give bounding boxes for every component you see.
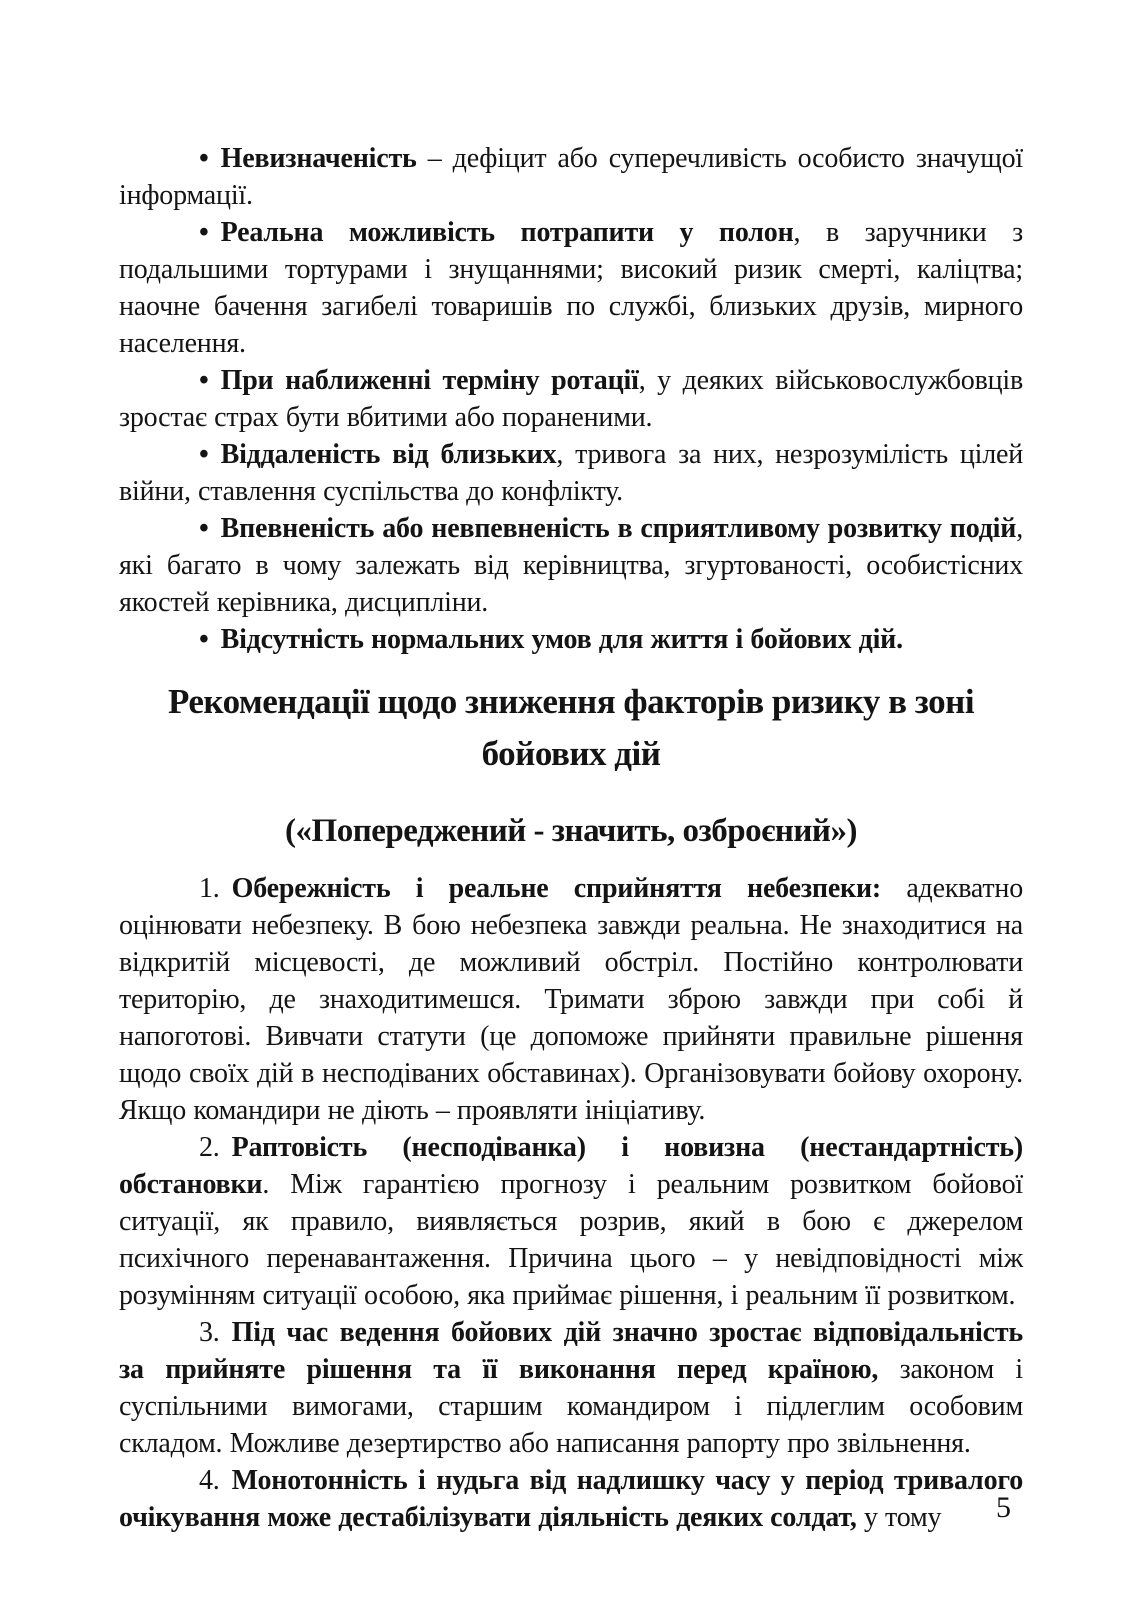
text-segment: у тому (856, 1502, 942, 1533)
page-number: 5 (996, 1491, 1011, 1524)
numbered-paragraph (119, 1129, 1023, 1314)
text-segment: – дефіцит або суперечливість особисто значущої інформації. (119, 143, 1023, 211)
bullet-item (119, 140, 1023, 214)
bold-text-segment: При наближенні терміну ротації (220, 365, 639, 396)
section-heading: Рекомендації щодо зниження факторів ризику в зоні бойових дій (167, 682, 975, 773)
text-segment: . Між гарантією прогнозу і реальним розвитком бойової ситуації, як правило, виявляється розрив, який в бою є джерелом психічного перенавантаження. Причина цього – у невідповідності між розумінням ситуації особою, яка приймає рішення, і реальним її розвитком. (119, 1169, 1023, 1311)
bold-text-segment: Раптовість (несподіванка) і новизна (нестандартність) обстановки (119, 1132, 1023, 1200)
bold-text-segment: Обережність і реальне сприйняття небезпеки: (231, 873, 882, 904)
bold-text-segment: Впевненість або невпевненість в сприятливому розвитку подій (220, 513, 1017, 544)
bold-text-segment: Під час ведення бойових дій значно зростає відповідальність за прийняте рішення та її виконання перед країною, (119, 1317, 1023, 1385)
text-segment: , тривога за них, незрозумілість цілей війни, ставлення суспільства до конфлікту. (119, 439, 1023, 507)
bullet-item (119, 214, 1023, 362)
bullet-marker-icon: • (199, 439, 209, 470)
paragraph-number: 4. (199, 1465, 220, 1496)
text-segment: , в заручники з подальшими тортурами і знущаннями; високий ризик смерті, каліцтва; наочне бачення загибелі товаришів по службі, близьких друзів, мирного населення. (119, 217, 1023, 359)
numbered-paragraph (119, 1314, 1023, 1462)
section-subheading: («Попереджений - значить, озброєний») (285, 813, 857, 849)
recommendations-paragraphs (119, 870, 1023, 1536)
bold-text-segment: Монотонність і нудьга від надлишку часу у період тривалого очікування може дестабілізувати діяльність деяких солдат, (119, 1465, 1023, 1533)
bold-text-segment: Невизначеність (220, 143, 417, 174)
text-segment: адекватно оцінювати небезпеку. В бою небезпека завжди реальна. Не знаходитися на відкритій місцевості, де можливий обстріл. Постійно контролювати територію, де знаходитимешся. Тримати зброю завжди при собі й напоготові. Вивчати статути (це допоможе прийняти правильне рішення щодо своїх дій в несподіваних обставинах). Організовувати бойову охорону. Якщо командири не діють – проявляти ініціативу. (119, 873, 1024, 1126)
bullet-item (119, 621, 1023, 658)
bullet-marker-icon: • (199, 143, 209, 174)
text-segment: , які багато в чому залежать від керівництва, згуртованості, особистісних якостей керівника, дисципліни. (119, 513, 1023, 618)
numbered-paragraph (119, 870, 1023, 1129)
bullet-item (119, 362, 1023, 436)
bullet-marker-icon: • (199, 513, 209, 544)
bold-text-segment: Віддаленість від близьких (220, 439, 557, 470)
bold-text-segment: Реальна можливість потрапити у полон (220, 217, 794, 248)
text-segment: законом і суспільними вимогами, старшим командиром і підлеглим особовим складом. Можливе дезертирство або написання рапорту про звільнення. (119, 1354, 1023, 1459)
paragraph-number: 2. (199, 1132, 220, 1163)
paragraph-number: 3. (199, 1317, 220, 1348)
paragraph-number: 1. (199, 873, 220, 904)
numbered-paragraph (119, 1462, 1023, 1536)
bullet-marker-icon: • (199, 624, 209, 655)
text-segment: , у деяких військовослужбовців зростає страх бути вбитими або пораненими. (119, 365, 1023, 433)
risk-factors-bullet-list (119, 140, 1023, 658)
bullet-item (119, 436, 1023, 510)
page-content (119, 140, 1023, 1536)
bullet-item (119, 510, 1023, 621)
bullet-marker-icon: • (199, 365, 209, 396)
bold-text-segment: Відсутність нормальних умов для життя і бойових дій. (220, 624, 903, 655)
bullet-marker-icon: • (199, 217, 209, 248)
